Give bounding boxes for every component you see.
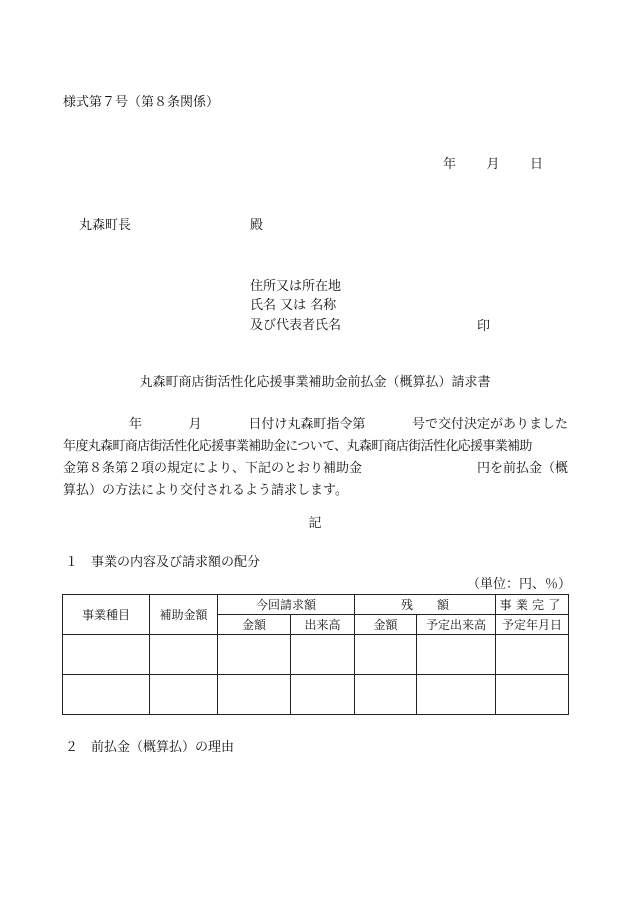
table-cell[interactable] xyxy=(291,635,355,675)
section-1-heading: １ 事業の内容及び請求額の配分 xyxy=(65,555,261,570)
body-line-1 xyxy=(63,418,568,431)
table-cell[interactable] xyxy=(150,635,218,675)
honorific: 殿 xyxy=(250,218,264,233)
header-current-request: 今回請求額 xyxy=(218,595,355,615)
date-month: 月 xyxy=(486,157,500,172)
table-cell[interactable] xyxy=(355,675,417,715)
header-subsidy-amount: 補助金額 xyxy=(150,595,218,635)
body-line2-text: 年度丸森町商店街活性化応援事業補助金について、丸森町商店街活性化応援事業補助 xyxy=(63,439,532,454)
date-year: 年 xyxy=(443,157,457,172)
table-cell[interactable] xyxy=(218,635,291,675)
body-month: 月 xyxy=(188,417,202,432)
header-completion-bottom: 予定年月日 xyxy=(496,615,569,635)
table-cell[interactable] xyxy=(417,635,496,675)
body-line3-a: 金第８条第２項の規定により、下記のとおり補助金 xyxy=(63,461,363,476)
table-cell[interactable] xyxy=(63,675,150,715)
date-line xyxy=(443,158,543,171)
section-2-heading: ２ 前払金（概算払）の理由 xyxy=(65,740,235,755)
ki-heading: 記 xyxy=(308,516,322,531)
body-line-4 xyxy=(63,484,568,497)
allocation-table xyxy=(62,594,569,715)
date-day: 日 xyxy=(529,157,543,172)
table-cell[interactable] xyxy=(150,675,218,715)
applicant-name-label: 氏名 又は 名称 xyxy=(250,298,337,313)
document-title: 丸森町商店街活性化応援事業補助金前払金（概算払）請求書 xyxy=(139,375,491,390)
form-number: 様式第７号（第８条関係） xyxy=(63,95,220,110)
table-cell[interactable] xyxy=(63,635,150,675)
body-line3-b: 円を前払金（概 xyxy=(476,461,568,476)
applicant-address-label: 住所又は所在地 xyxy=(250,279,342,294)
body-line4-text: 算払）の方法により交付されるよう請求します。 xyxy=(63,483,348,498)
header-project-type: 事業種目 xyxy=(63,595,150,635)
body-line-3 xyxy=(63,462,568,475)
body-line1-a: 日付け丸森町指令第 xyxy=(248,417,366,432)
table-row xyxy=(63,635,569,675)
body-line-2 xyxy=(63,440,568,453)
header-completion-top: 事業完了 xyxy=(496,595,569,615)
table-cell[interactable] xyxy=(355,635,417,675)
header-current-amount: 金額 xyxy=(218,615,291,635)
addressee: 丸森町長 xyxy=(79,218,132,233)
table-cell[interactable] xyxy=(496,635,569,675)
applicant-representative-label: 及び代表者氏名 xyxy=(250,318,342,333)
seal-mark: 印 xyxy=(477,319,491,334)
table-cell[interactable] xyxy=(496,675,569,715)
body-year: 年 xyxy=(129,417,143,432)
table-cell[interactable] xyxy=(417,675,496,715)
header-remaining: 残 額 xyxy=(355,595,496,615)
table-cell[interactable] xyxy=(218,675,291,715)
table-cell[interactable] xyxy=(291,675,355,715)
body-line1-b: 号で交付決定がありました xyxy=(411,417,568,432)
header-remaining-progress: 予定出来高 xyxy=(417,615,496,635)
header-current-progress: 出来高 xyxy=(291,615,355,635)
table-row xyxy=(63,675,569,715)
unit-note: （単位：円、％） xyxy=(467,577,572,592)
header-remaining-amount: 金額 xyxy=(355,615,417,635)
